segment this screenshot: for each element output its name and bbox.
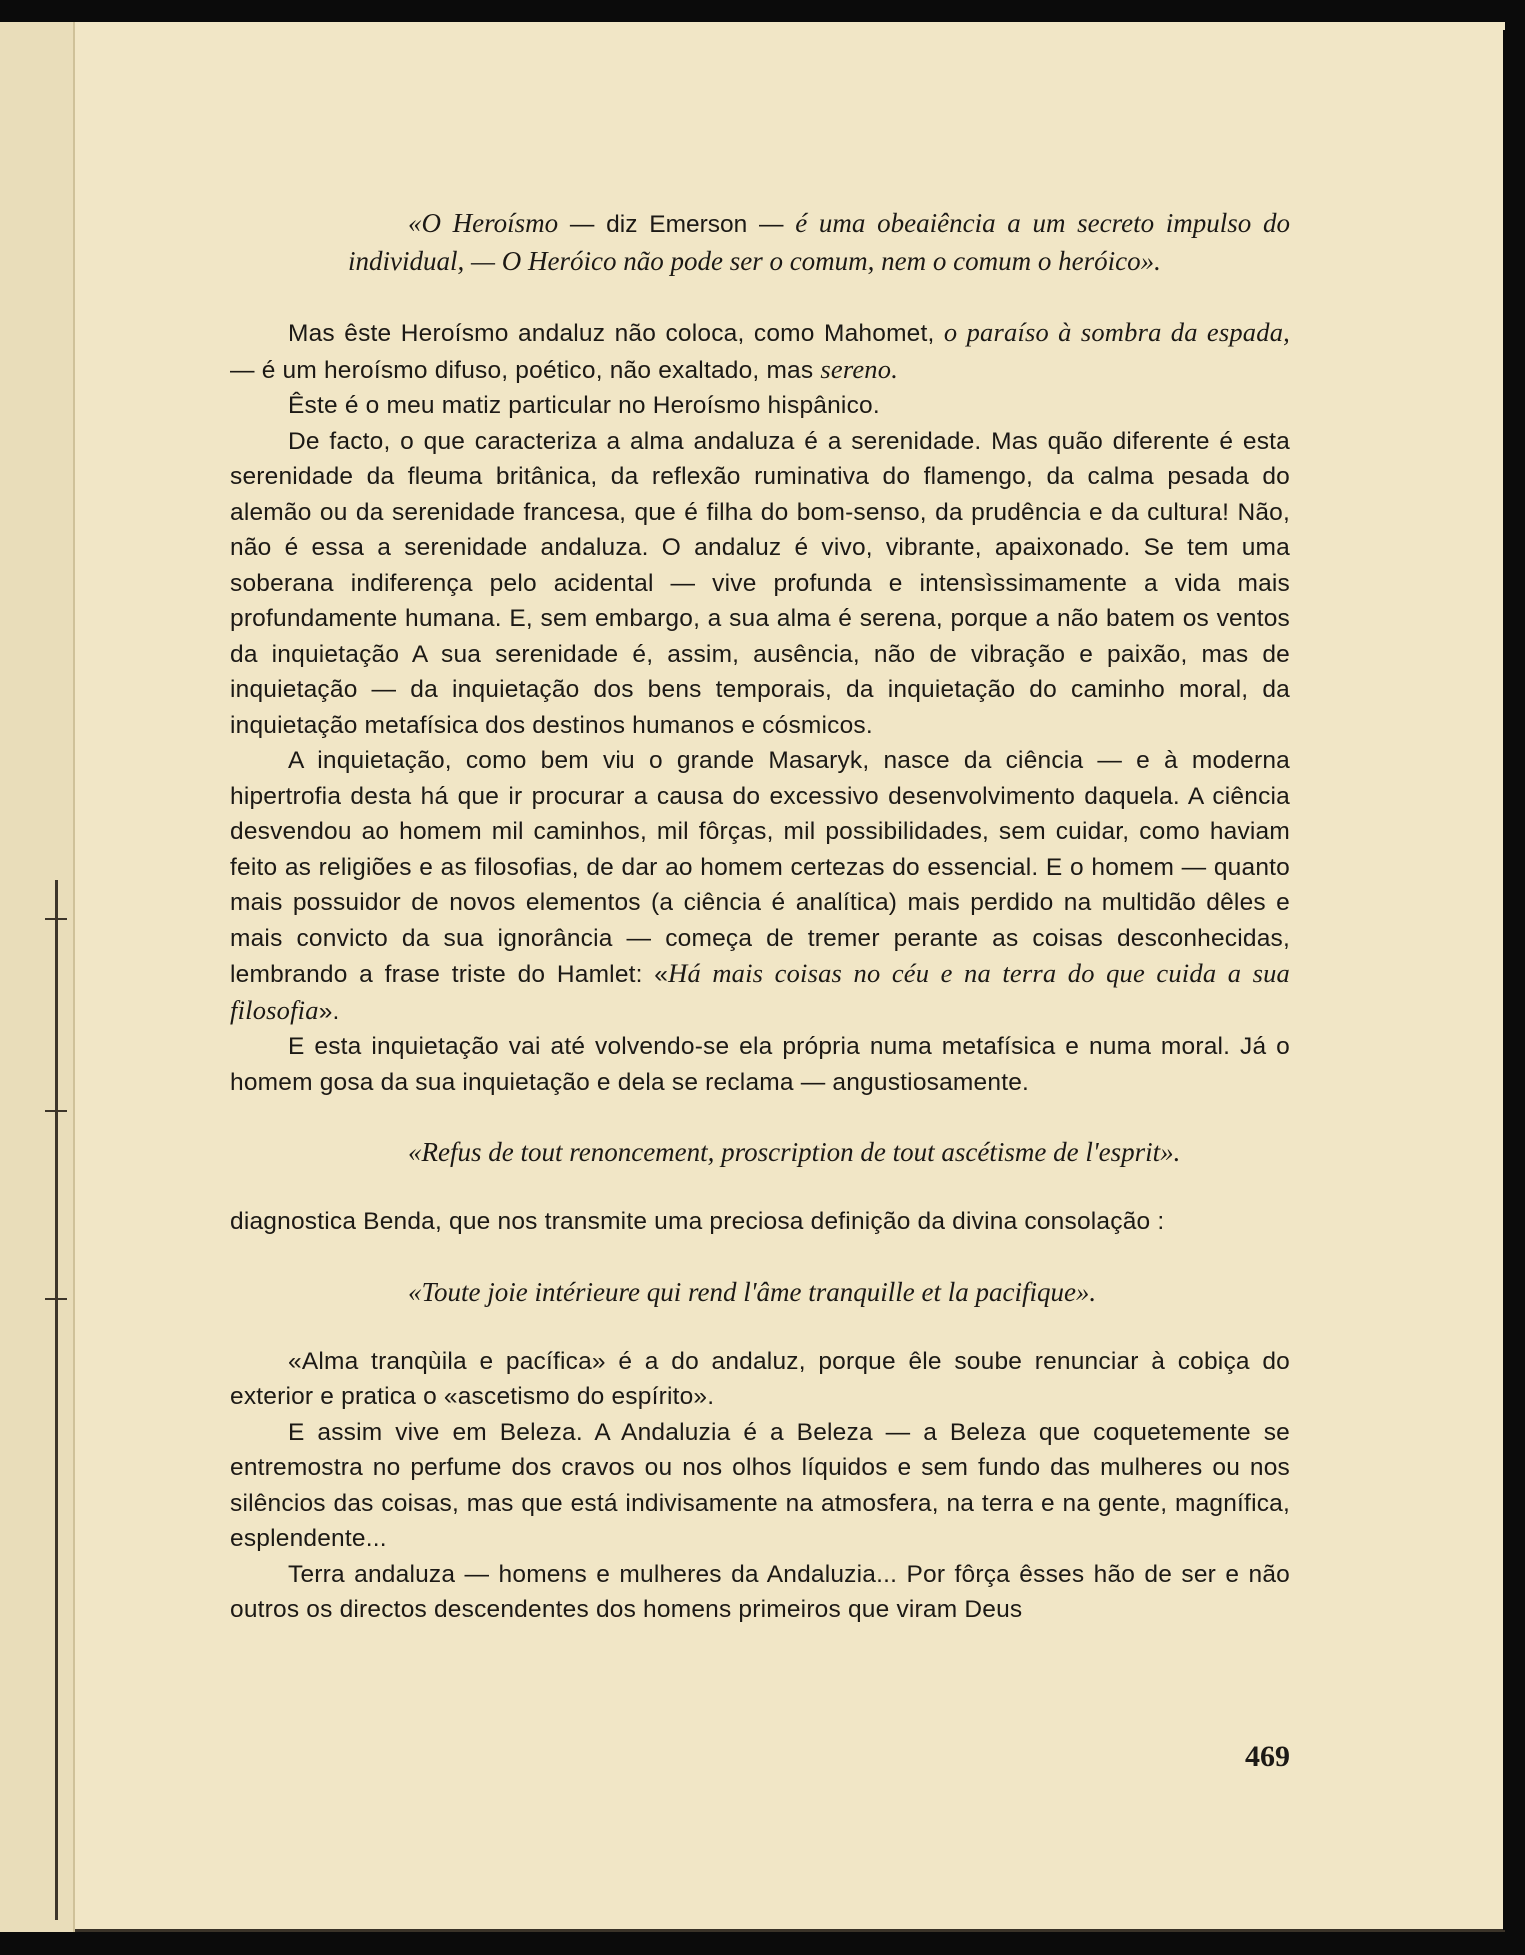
consolation-quote: «Toute joie intérieure qui rend l'âme tranquille et la pacifique». bbox=[408, 1276, 1097, 1307]
paragraph: E assim vive em Beleza. A Andaluzia é a Beleza — a Beleza que coquetemente se entremostra no perfume dos cravos ou nos olhos líquidos e sem fundo das mulheres ou nos silêncios das coisas, mas que está indivisamente na atmosfera, na terra e na gente, magnífica, esplendente... bbox=[230, 1418, 1290, 1552]
paragraph: A inquietação, como bem viu o grande Masaryk, nasce da ciência — e à moderna hipertrofia desta há que ir procurar a causa do excessivo desenvolvimento daquela. A ciência desvendou ao homem mil caminhos, mil fôrças, mil possibilidades, sem cuidar, como haviam feito as religiões e as filosofias, de dar ao homem certezas do essencial. E o homem — quanto mais possuidor de novos elementos (a ciência é analítica) mais perdido na multidão dêles e mais convicto da sua ignorância — começa de tremer perante as coisas desconhecidas, lembrando a frase triste do Hamlet: «Há mais coisas no céu e na terra do que cuida a sua filosofia». bbox=[230, 747, 1290, 1025]
paragraph: diagnostica Benda, que nos transmite uma preciosa definição da divina consolação : bbox=[230, 1208, 1165, 1235]
binding-mark bbox=[45, 918, 67, 920]
scan-border-right bbox=[1503, 30, 1525, 1930]
paragraph: «Alma tranqùila e pacífica» é a do andaluz, porque êle soube renunciar à cobiça do exterior e pratica o «ascetismo do espírito». bbox=[230, 1347, 1290, 1410]
page-text bbox=[230, 205, 1290, 1628]
binding-edge bbox=[55, 880, 58, 1920]
paragraph: De facto, o que caracteriza a alma andaluza é a serenidade. Mas quão diferente é esta serenidade da fleuma britânica, da reflexão ruminativa do flamengo, da calma pesada do alemão ou da serenidade francesa, que é filha do bom-senso, da prudência e da cultura! Não, não é essa a serenidade andaluza. O andaluz é vivo, vibrante, apaixonado. Se tem uma soberana indiferença pelo acidental — vive profunda e intensìssimamente a vida mais profundamente humana. E, sem embargo, a sua alma é serena, porque a não batem os ventos da inquietação A sua serenidade é, assim, ausência, não de vibração e paixão, mas de inquietação — da inquietação dos bens temporais, da inquietação do caminho moral, da inquietação metafísica dos destinos humanos e cósmicos. bbox=[230, 427, 1290, 739]
page-number: 469 bbox=[1245, 1740, 1290, 1773]
paragraph: Terra andaluza — homens e mulheres da Andaluzia... Por fôrça êsses hão de ser e não outros os directos descendentes dos homens primeiros que viram Deus bbox=[230, 1560, 1290, 1623]
paragraph: E esta inquietação vai até volvendo-se ela própria numa metafísica e numa moral. Já o homem gosa da sua inquietação e dela se reclama — angustiosamente. bbox=[230, 1033, 1290, 1096]
benda-quote: «Refus de tout renoncement, proscription de tout ascétisme de l'esprit». bbox=[408, 1137, 1181, 1167]
paragraph: Êste é o meu matiz particular no Heroísmo hispânico. bbox=[288, 392, 880, 419]
paragraph: Mas êste Heroísmo andaluz não coloca, como Mahomet, o paraíso à sombra da espada, — é um heroísmo difuso, poético, não exaltado, mas sereno. bbox=[230, 317, 1290, 384]
page-gutter bbox=[0, 22, 75, 1932]
binding-mark bbox=[45, 1298, 67, 1300]
emerson-quote: «O Heroísmo — diz Emerson — é uma obeaiência a um secreto impulso do individual, — O Heróico não pode ser o comum, nem o comum o heróico». bbox=[348, 208, 1290, 276]
binding-mark bbox=[45, 1110, 67, 1112]
